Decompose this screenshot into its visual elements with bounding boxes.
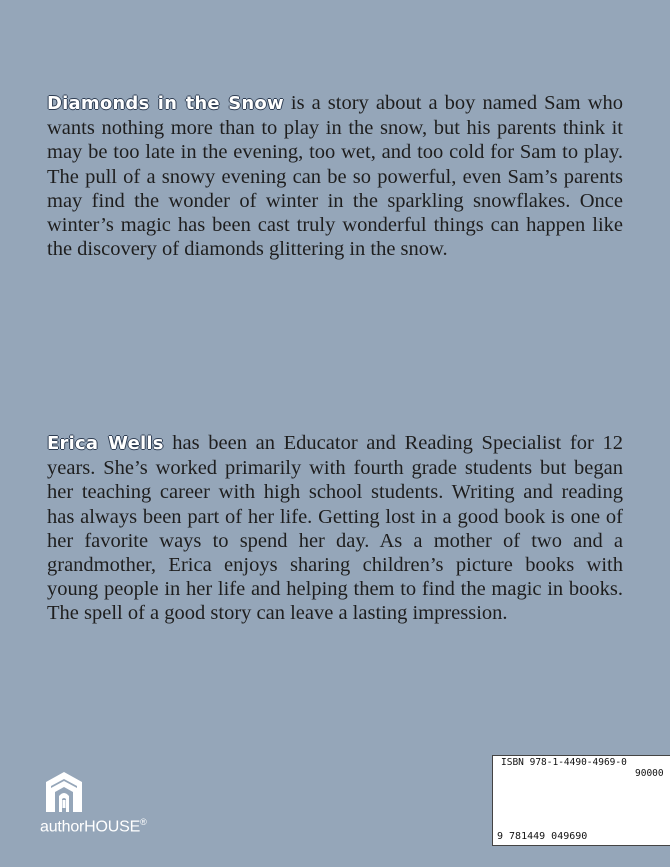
- author-bio: [47, 431, 623, 626]
- addon-barcode-bars: [635, 779, 667, 831]
- ean-digits: 9 781449 049690: [497, 831, 588, 842]
- authorhouse-logo-icon: [42, 770, 86, 814]
- book-blurb: [47, 91, 623, 261]
- author-name: Erica Wells: [47, 433, 164, 454]
- publisher-logo: [40, 770, 150, 840]
- isbn-barcode: [492, 755, 670, 846]
- bio-text: has been an Educator and Reading Specialist for 12 years. She’s worked primarily with fourth grade students but began her teaching career with high school students. Writing and reading has always been part of her life. Getting lost in a good book is one of her favorite ways to spend her day. As a mother of two and a grandmother, Erica enjoys sharing children’s picture books with young people in her life and helping them to find the magic in books. The spell of a good story can leave a lasting impression.: [47, 432, 623, 625]
- addon-digits: 90000: [635, 768, 664, 779]
- publisher-name: authorHOUSE: [40, 818, 141, 836]
- ean-barcode-bars: [503, 769, 629, 831]
- blurb-text: is a story about a boy named Sam who wants nothing more than to play in the snow, but his parents think it may be too late in the evening, too wet, and too cold for Sam to play. The pull of a snowy evening can be so powerful, even Sam’s parents may find the wonder of winter in the sparkling snowflakes. Once winter’s magic has been cast truly wonderful things can happen like the discovery of diamonds glittering in the snow.: [47, 92, 623, 261]
- registered-mark: ®: [140, 817, 147, 827]
- book-title: Diamonds in the Snow: [47, 93, 284, 114]
- isbn-label: ISBN 978-1-4490-4969-0: [501, 757, 627, 768]
